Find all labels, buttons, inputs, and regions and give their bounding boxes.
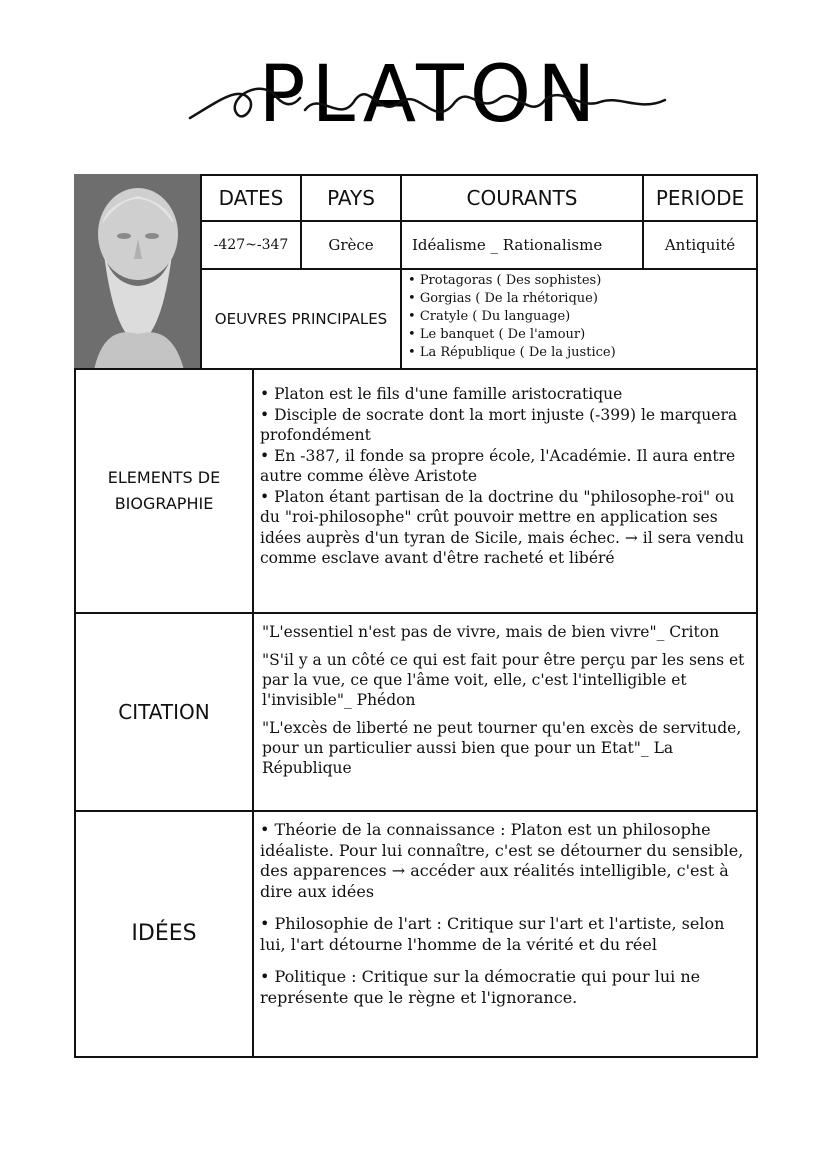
quote: "S'il y a un côté ce qui est fait pour être perçu par les sens et par la vue, ce que l'âme voit, elle, c'est l'intelligible et l'invisible"_ Phédon: [262, 651, 745, 709]
country-header: PAYS: [327, 186, 375, 210]
list-item: • Platon est le fils d'une famille aristocratique: [260, 384, 754, 405]
list-item: • Philosophie de l'art : Critique sur l'art et l'artiste, selon lui, l'art détourne l'homme de la vérité et du réel: [260, 914, 754, 955]
quote: "L'essentiel n'est pas de vivre, mais de bien vivre"_ Criton: [262, 623, 720, 641]
divider: [252, 368, 254, 1058]
list-item: • Protagoras ( Des sophistes): [408, 272, 754, 290]
page-title: PLATON: [258, 50, 602, 140]
ideas-content: [260, 820, 754, 1054]
plato-bust-illustration: [74, 174, 202, 370]
dates-header: DATES: [218, 186, 284, 210]
portrait-image: [74, 174, 202, 370]
list-item: • Gorgias ( De la rhétorique): [408, 290, 754, 308]
list-item: • Disciple de socrate dont la mort injuste (-399) le marquera profondément: [260, 405, 754, 446]
list-item: • Politique : Critique sur la démocratie qui pour lui ne représente que le règne et l'ignorance.: [260, 967, 754, 1008]
works-list: [408, 272, 754, 362]
quote: "L'excès de liberté ne peut tourner qu'en excès de servitude, pour un particulier aussi bien que pour un Etat"_ La République: [262, 719, 742, 777]
ideas-label: IDÉES: [131, 921, 197, 947]
works-label: OEUVRES PRINCIPALES: [214, 310, 388, 328]
country-value: Grèce: [328, 236, 374, 254]
list-item: • Cratyle ( Du language): [408, 308, 754, 326]
period-value: Antiquité: [664, 236, 736, 254]
list-item: • Le banquet ( De l'amour): [408, 326, 754, 344]
list-item: • La République ( De la justice): [408, 344, 754, 362]
title-scribble-decoration: [180, 40, 680, 150]
citation-label: CITATION: [118, 700, 210, 724]
biography-content: [260, 384, 754, 610]
currents-header: COURANTS: [466, 186, 578, 210]
biography-label: ELEMENTS DE BIOGRAPHIE: [107, 468, 221, 513]
list-item: • Platon étant partisan de la doctrine du "philosophe-roi" ou du "roi-philosophe" crût pouvoir mettre en application ses idées auprès d'un tyran de Sicile, mais échec. → il sera vendu comme esclave avant d'être racheté et libéré: [260, 487, 754, 569]
list-item: • Théorie de la connaissance : Platon est un philosophe idéaliste. Pour lui connaître, c'est se détourner du sensible, des apparences → accéder aux réalités intelligible, c'est à dire aux idées: [260, 820, 754, 902]
period-header: PERIODE: [655, 186, 745, 210]
currents-value: Idéalisme _ Rationalisme: [412, 236, 603, 254]
title-block: [180, 40, 680, 150]
works-list-cell: [408, 272, 754, 368]
list-item: • En -387, il fonde sa propre école, l'Académie. Il aura entre autre comme élève Aristote: [260, 446, 754, 487]
dates-value: -427~-347: [213, 237, 289, 253]
citation-content: [262, 622, 754, 808]
